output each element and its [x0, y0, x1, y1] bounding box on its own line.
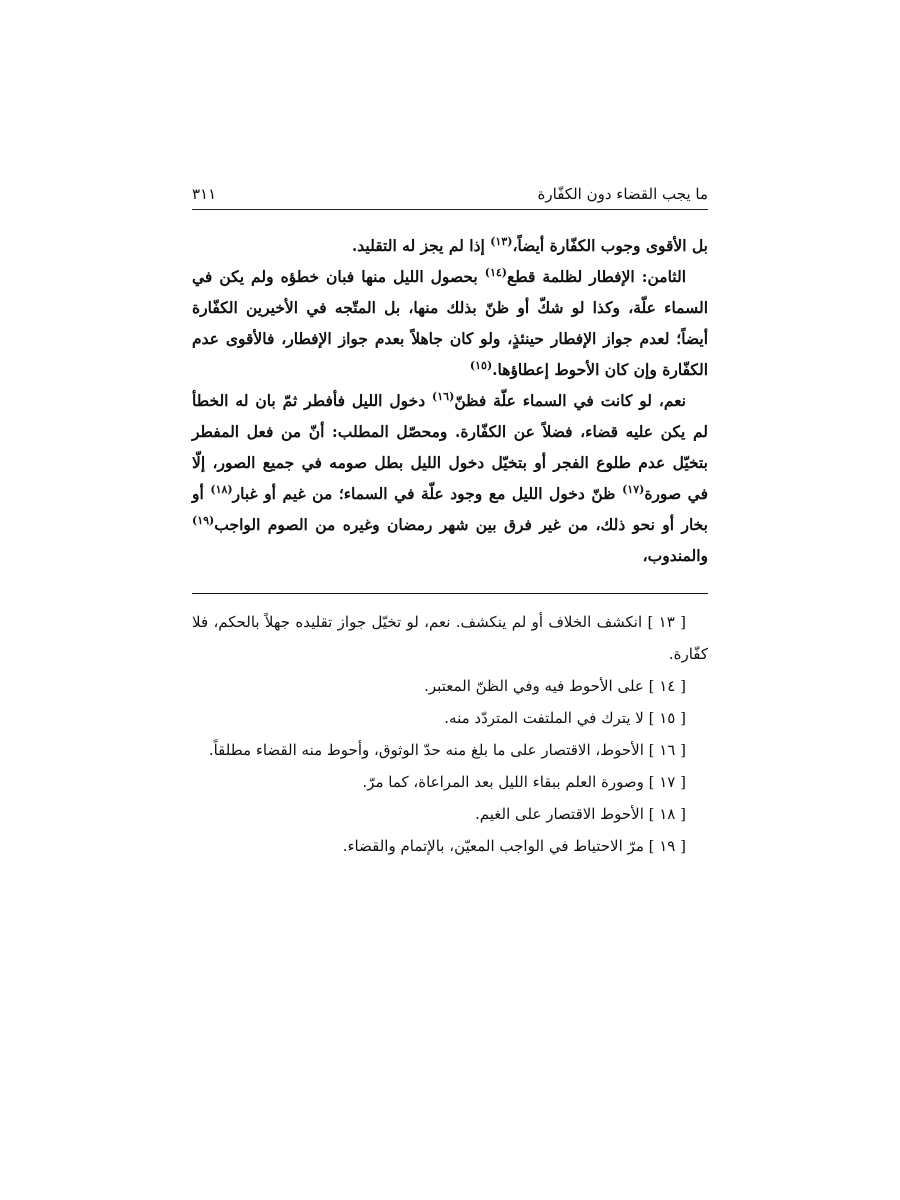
chapter-title: ما يجب القضاء دون الكفّارة — [537, 185, 708, 203]
paragraph-2-text-1: الإفطار لظلمة قطع — [507, 267, 642, 286]
footnote-ref-14[interactable]: (١٤) — [484, 265, 507, 279]
section-lead-eighth: الثامن: — [641, 267, 687, 286]
book-page — [192, 184, 708, 862]
paragraph-3 — [192, 385, 708, 571]
footnote-ref-18[interactable]: (١٨) — [210, 482, 233, 496]
footnote-16: [ ١٦ ] الأحوط، الاقتصار على ما بلغ منه حدّ الوثوق، وأحوط منه القضاء مطلقاً. — [208, 741, 686, 759]
paragraph-1 — [192, 230, 708, 261]
footnote-13: [ ١٣ ] انكشف الخلاف أو لم ينكشف. نعم، لو تخيّل جواز تقليده جهلاً بالحكم، فلا كفّارة. — [192, 613, 708, 663]
footnote-15: [ ١٥ ] لا يترك في الملتفت المتردّد منه. — [444, 709, 686, 727]
footnote-ref-19[interactable]: (١٩) — [192, 513, 215, 527]
paragraph-1-text-1: بل الأقوى وجوب الكفّارة أيضاً، — [512, 236, 708, 255]
paragraph-3-text-5: والمندوب، — [642, 546, 708, 565]
running-header — [192, 184, 708, 210]
footnote-ref-15[interactable]: (١٥) — [469, 358, 493, 372]
paragraph-3-text-2: دخول الليل فأفطر ثمّ بان له الخطأ لم يكن عليه قضاء، فضلاً عن الكفّارة. ومحصّل المطلب: أنّ من فعل المفطر بتخيّل عدم طلوع الفجر أو بتخيّل دخول الليل بطل صومه في جميع الصور، إلّا في صورة — [192, 391, 708, 503]
footnote-ref-17[interactable]: (١٧) — [622, 482, 645, 496]
footnote-ref-13[interactable]: (١٣) — [490, 234, 513, 248]
footnotes — [192, 606, 708, 862]
main-text — [192, 230, 708, 571]
footnote-14: [ ١٤ ] على الأحوط فيه وفي الظنّ المعتبر. — [424, 677, 686, 695]
paragraph-2-text-2: بحصول الليل منها فبان خطؤه ولم يكن في السماء علّة، وكذا لو شكّ أو ظنّ بذلك منها، بل المتّجه في الأخيرين الكفّارة أيضاً؛ لعدم جواز الإفطار حينئذٍ، ولو كان جاهلاً بعدم جواز الإفطار، فالأقوى عدم الكفّارة وإن كان الأحوط إعطاؤها. — [192, 267, 708, 379]
page-number: ٣١١ — [192, 185, 217, 203]
paragraph-3-text-3: ظنّ دخول الليل مع وجود علّة في السماء؛ من غيم أو غبار — [232, 484, 623, 503]
paragraph-3-text-1: نعم، لو كانت في السماء علّة فظنّ — [454, 391, 687, 410]
paragraph-3-text-4: أو بخار أو نحو ذلك، من غير فرق بين شهر رمضان وغيره من الصوم الواجب — [192, 484, 708, 534]
footnote-ref-16[interactable]: (١٦) — [432, 389, 455, 403]
paragraph-2 — [192, 261, 708, 385]
footnote-17: [ ١٧ ] وصورة العلم ببقاء الليل بعد المراعاة، كما مرّ. — [362, 773, 686, 791]
paragraph-1-text-2: إذا لم يجز له التقليد. — [351, 236, 491, 255]
footnote-19: [ ١٩ ] مرّ الاحتياط في الواجب المعيّن، بالإتمام والقضاء. — [342, 837, 686, 855]
footnote-18: [ ١٨ ] الأحوط الاقتصار على الغيم. — [475, 805, 686, 823]
footnote-separator — [192, 593, 708, 594]
